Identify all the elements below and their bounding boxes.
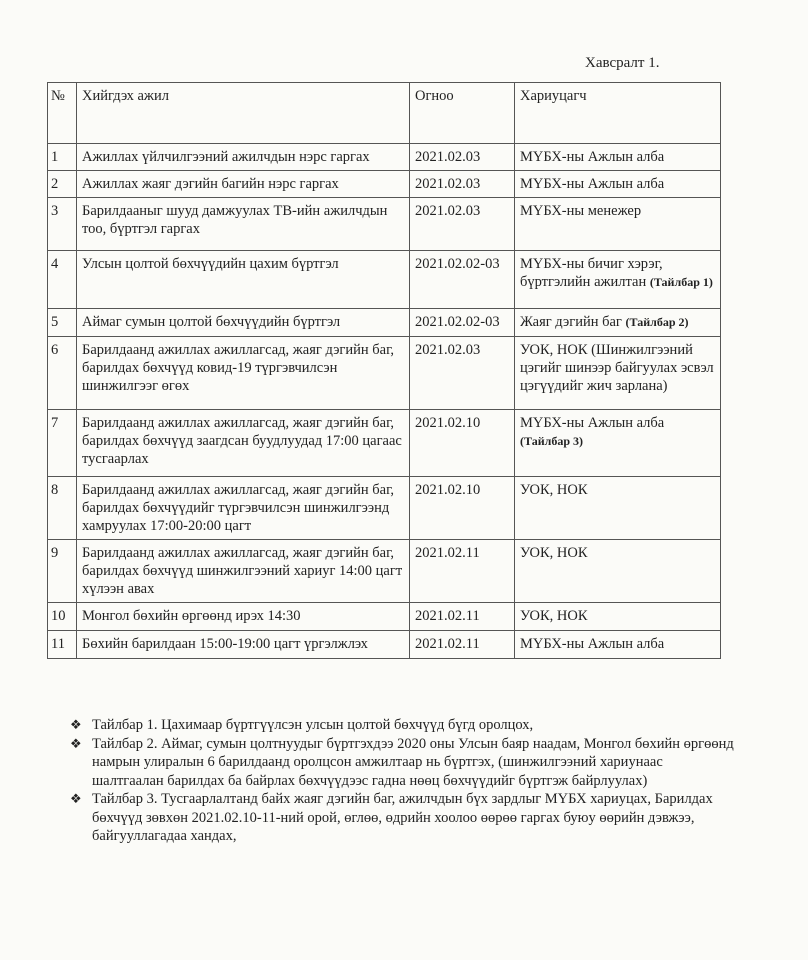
notes-list <box>70 716 735 846</box>
row-number-text: 3 <box>51 203 59 219</box>
row-responsible <box>515 144 721 171</box>
row-task <box>77 251 410 309</box>
row-task <box>77 171 410 198</box>
header-task: Хийгдэх ажил <box>77 83 410 144</box>
row-responsible <box>515 603 721 631</box>
schedule-table <box>47 82 721 659</box>
row-responsible <box>515 477 721 540</box>
note-reference: (Тайлбар 1) <box>649 275 713 289</box>
row-date <box>410 198 515 251</box>
header-number: № <box>48 83 77 144</box>
row-task-text: Барилдааныг шууд дамжуулах ТВ-ийн ажилчдын тоо, бүртгэл гаргах <box>82 203 388 237</box>
row-date-text: 2021.02.10 <box>415 415 481 431</box>
row-date <box>410 309 515 337</box>
row-number-text: 1 <box>51 149 59 165</box>
header-date: Огноо <box>410 83 515 144</box>
row-number-text: 4 <box>51 256 59 272</box>
row-task-text: Бөхийн барилдаан 15:00-19:00 цагт үргэлжлэх <box>82 636 368 652</box>
row-task-text: Барилдаанд ажиллах ажиллагсад, жаяг дэгийн баг, барилдах бөхчүүд шинжилгээний хариуг 14:00 цагт хүлээн авах <box>82 545 403 597</box>
note-reference: (Тайлбар 3) <box>520 434 584 448</box>
row-responsible <box>515 198 721 251</box>
table-row <box>48 631 721 659</box>
row-date-text: 2021.02.11 <box>415 608 480 624</box>
appendix-label: Хавсралт 1. <box>585 55 660 71</box>
row-task <box>77 309 410 337</box>
row-responsible-text: УОК, НОК <box>520 482 588 498</box>
row-task <box>77 631 410 659</box>
row-responsible-text: МҮБХ-ны менежер <box>520 203 642 219</box>
row-responsible-text: УОК, НОК <box>520 608 588 624</box>
row-task-text: Барилдаанд ажиллах ажиллагсад, жаяг дэгийн баг, барилдах бөхчүүдийг түргэвчилсэн шинжилгээнд хамруулах 17:00-20:00 цагт <box>82 482 395 534</box>
row-responsible-text: Жаяг дэгийн баг <box>520 314 622 330</box>
row-responsible <box>515 309 721 337</box>
row-number <box>48 603 77 631</box>
row-date-text: 2021.02.03 <box>415 176 481 192</box>
row-number-text: 8 <box>51 482 59 498</box>
row-responsible <box>515 171 721 198</box>
row-responsible <box>515 410 721 477</box>
note-item <box>70 716 735 735</box>
row-responsible <box>515 540 721 603</box>
row-number <box>48 410 77 477</box>
table-row <box>48 251 721 309</box>
row-number-text: 10 <box>51 608 66 624</box>
row-date-text: 2021.02.03 <box>415 149 481 165</box>
row-date-text: 2021.02.03 <box>415 203 481 219</box>
table-row <box>48 144 721 171</box>
row-date <box>410 477 515 540</box>
row-date <box>410 144 515 171</box>
row-number <box>48 631 77 659</box>
row-number-text: 5 <box>51 314 59 330</box>
table-row <box>48 198 721 251</box>
row-responsible <box>515 337 721 410</box>
row-date-text: 2021.02.11 <box>415 636 480 652</box>
row-number-text: 2 <box>51 176 59 192</box>
row-number <box>48 540 77 603</box>
row-task <box>77 540 410 603</box>
note-text: Тайлбар 2. Аймаг, сумын цолтнуудыг бүртгэхдээ 2020 оны Улсын баяр наадам, Монгол бөхийн өргөөнд намрын улиралын 6 барилдаанд оролцсон амжилтаар нь бүртгэх, (шинжилгээний хариунаас шалтгаалан барилдах ба байрлах бөхчүүдээс гадна нөөц бөхчүүдийг бүртгэж байрлуулах) <box>92 735 734 789</box>
row-number <box>48 171 77 198</box>
row-responsible-text: МҮБХ-ны бичиг хэрэг, бүртгэлийн ажилтан <box>520 256 663 290</box>
row-task-text: Аймаг сумын цолтой бөхчүүдийн бүртгэл <box>82 314 341 330</box>
row-task-text: Улсын цолтой бөхчүүдийн цахим бүртгэл <box>82 256 339 272</box>
row-task <box>77 410 410 477</box>
row-responsible-text: УОК, НОК (Шинжилгээний цэгийг шинээр байгуулах эсвэл цэгүүдийг жич зарлана) <box>520 342 714 394</box>
row-number <box>48 477 77 540</box>
row-date-text: 2021.02.02-03 <box>415 314 500 330</box>
row-task <box>77 603 410 631</box>
row-task <box>77 477 410 540</box>
row-date <box>410 410 515 477</box>
row-number <box>48 309 77 337</box>
header-responsible: Хариуцагч <box>515 83 721 144</box>
table-row <box>48 337 721 410</box>
row-number-text: 7 <box>51 415 59 431</box>
row-number <box>48 144 77 171</box>
row-task <box>77 337 410 410</box>
diamond-bullet-icon: ❖ <box>70 791 82 806</box>
row-date-text: 2021.02.02-03 <box>415 256 500 272</box>
row-number <box>48 198 77 251</box>
diamond-bullet-icon: ❖ <box>70 717 82 732</box>
row-date-text: 2021.02.03 <box>415 342 481 358</box>
row-responsible-text: МҮБХ-ны Ажлын алба <box>520 149 665 165</box>
table-row <box>48 540 721 603</box>
table-row <box>48 171 721 198</box>
table-row <box>48 410 721 477</box>
row-date <box>410 337 515 410</box>
row-responsible <box>515 251 721 309</box>
row-date <box>410 171 515 198</box>
row-number <box>48 251 77 309</box>
row-date <box>410 631 515 659</box>
row-responsible <box>515 631 721 659</box>
note-reference: (Тайлбар 2) <box>625 315 689 329</box>
table-row <box>48 477 721 540</box>
row-responsible-text: МҮБХ-ны Ажлын алба <box>520 636 665 652</box>
row-number-text: 11 <box>51 636 65 652</box>
row-responsible-text: МҮБХ-ны Ажлын алба <box>520 176 665 192</box>
row-task-text: Ажиллах жаяг дэгийн багийн нэрс гаргах <box>82 176 339 192</box>
row-responsible-text: МҮБХ-ны Ажлын алба <box>520 415 665 431</box>
row-date-text: 2021.02.11 <box>415 545 480 561</box>
diamond-bullet-icon: ❖ <box>70 735 82 751</box>
note-item <box>70 735 735 791</box>
row-task <box>77 198 410 251</box>
row-task <box>77 144 410 171</box>
row-responsible-text: УОК, НОК <box>520 545 588 561</box>
note-text: Тайлбар 3. Тусгаарлалтанд байх жаяг дэгийн баг, ажилчдын бүх зардлыг МҮБХ хариуцах, Барилдах бөхчүүд зөвхөн 2021.02.10-11-ний орой, өглөө, өдрийн хоолоо өөрөө гаргах буюу өөрийн дэвжээ, байгууллагадаа хандах, <box>92 791 713 844</box>
row-date <box>410 603 515 631</box>
table-header-row <box>48 83 721 144</box>
row-task-text: Ажиллах үйлчилгээний ажилчдын нэрс гаргах <box>82 149 370 165</box>
row-date-text: 2021.02.10 <box>415 482 481 498</box>
row-date <box>410 540 515 603</box>
note-text: Тайлбар 1. Цахимаар бүртгүүлсэн улсын цолтой бөхчүүд бүгд оролцох, <box>92 717 534 733</box>
row-task-text: Барилдаанд ажиллах ажиллагсад, жаяг дэгийн баг, барилдах бөхчүүд ковид-19 түргэвчилсэн шинжилгээг өгөх <box>82 342 395 394</box>
row-date <box>410 251 515 309</box>
table-row <box>48 603 721 631</box>
row-number-text: 6 <box>51 342 59 358</box>
row-number-text: 9 <box>51 545 59 561</box>
table-row <box>48 309 721 337</box>
row-task-text: Барилдаанд ажиллах ажиллагсад, жаяг дэгийн баг, барилдах бөхчүүд заагдсан буудлуудад 17:00 цагаас тусгаарлах <box>82 415 402 467</box>
row-number <box>48 337 77 410</box>
row-task-text: Монгол бөхийн өргөөнд ирэх 14:30 <box>82 608 301 624</box>
note-item <box>70 790 735 846</box>
